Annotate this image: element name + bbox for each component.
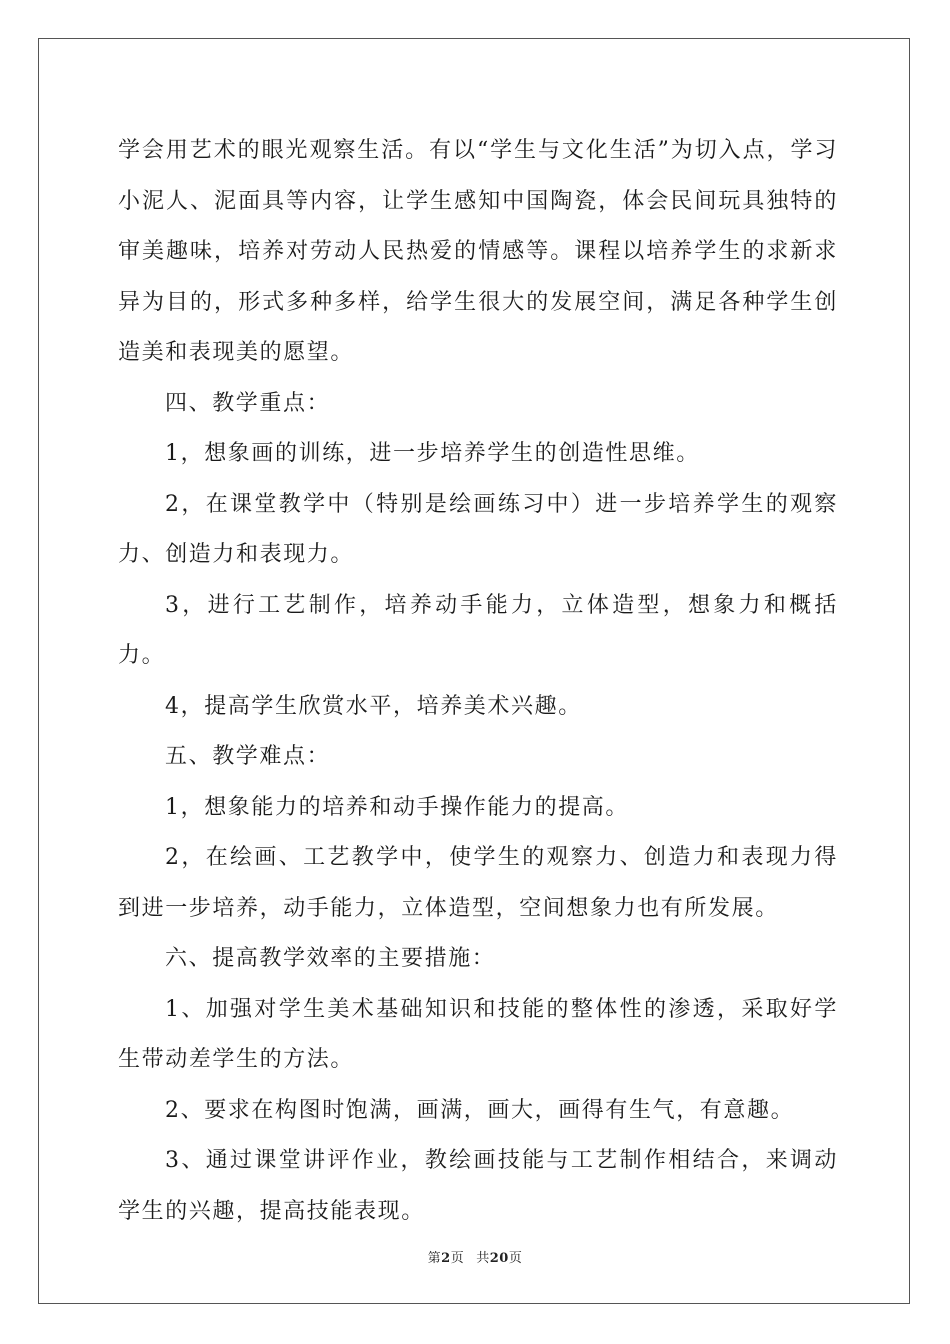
measure-item-3: 3、通过课堂讲评作业，教绘画技能与工艺制作相结合，来调动学生的兴趣，提高技能表现。 [118,1148,838,1224]
document-body [118,126,838,1237]
total-prefix: 共 [476,1251,490,1266]
paragraph-1: 学会用艺术的眼光观察生活。有以“学生与文化生活”为切入点，学习小泥人、泥面具等内容，让学生感知中国陶瓷，体会民间玩具独特的审美趣味，培养对劳动人民热爱的情感等。课程以培养学生的求新求异为目的，形式多种多样，给学生很大的发展空间，满足各种学生创造美和表现美的愿望。 [118,138,838,365]
measure-item-1: 1、加强对学生美术基础知识和技能的整体性的渗透，采取好学生带动差学生的方法。 [118,996,838,1072]
difficulty-item-2: 2，在绘画、工艺教学中，使学生的观察力、创造力和表现力得到进一步培养，动手能力，立体造型，空间想象力也有所发展。 [118,845,838,921]
measure-item-2: 2、要求在构图时饱满，画满，画大，画得有生气，有意趣。 [165,1097,795,1123]
focus-item-3: 3，进行工艺制作，培养动手能力，立体造型，想象力和概括力。 [118,592,838,668]
heading-teaching-difficulty: 五、教学难点： [165,744,331,769]
page-prefix: 第 [427,1251,442,1266]
total-pages: 20 [489,1251,509,1266]
focus-item-1: 1，想象画的训练，进一步培养学生的创造性思维。 [165,441,700,466]
total-suffix: 页 [508,1251,523,1266]
focus-item-4: 4，提高学生欣赏水平，培养美术兴趣。 [165,693,582,719]
heading-teaching-focus: 四、教学重点： [165,390,331,416]
heading-measures: 六、提高教学效率的主要措施： [165,946,496,971]
page-number: 2 [441,1251,451,1266]
page-footer [0,1247,950,1266]
difficulty-item-1: 1，想象能力的培养和动手操作能力的提高。 [165,794,629,820]
page-suffix: 页 [450,1251,465,1266]
focus-item-2: 2，在课堂教学中（特别是绘画练习中）进一步培养学生的观察力、创造力和表现力。 [118,491,838,567]
